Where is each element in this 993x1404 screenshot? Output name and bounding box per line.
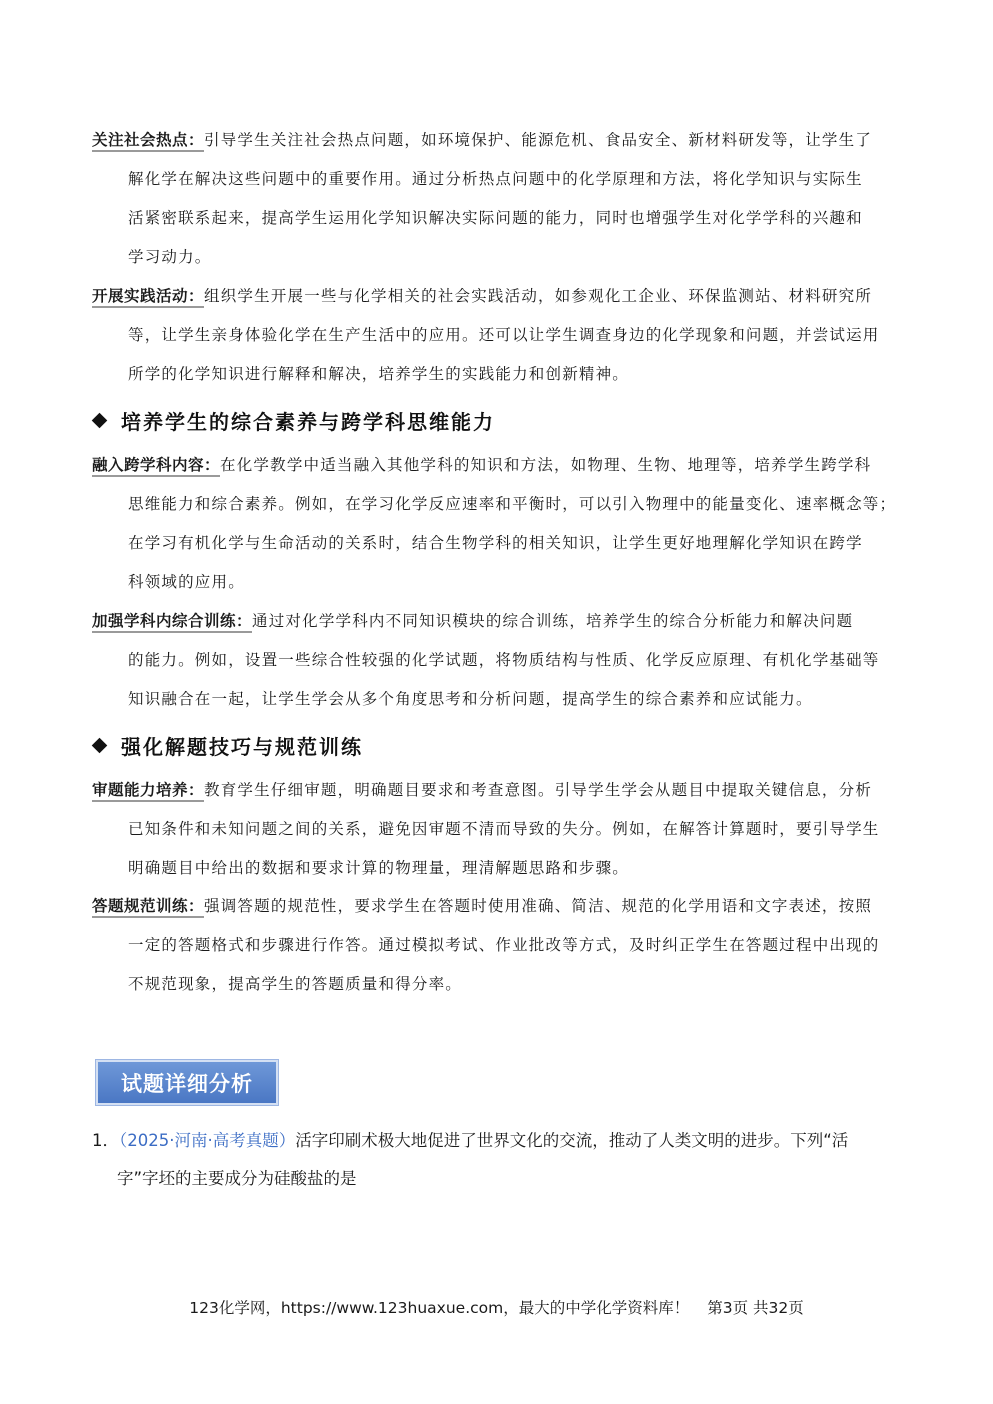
term-label: 加强学科内综合训练： [92, 612, 252, 633]
term-label: 关注社会热点： [92, 131, 204, 152]
section-banner [96, 1060, 278, 1105]
section-banner-text: 试题详细分析 [121, 1071, 253, 1096]
paragraph-practice-activities [92, 277, 908, 394]
paragraph-interdisciplinary [92, 446, 908, 602]
paragraph-line: 的能力。例如，设置一些综合性较强的化学试题，将物质结构与性质、化学反应原理、有机化学基础等 [128, 651, 880, 669]
page-number: 第3页 共32页 [707, 1299, 804, 1317]
paragraph-integrated-training [92, 602, 908, 719]
question-source-link[interactable]: （2025·河南·高考真题） [119, 1131, 296, 1150]
footer-site-text: 123化学网，https://www.123huaxue.com，最大的中学化学资料库！ [189, 1299, 690, 1317]
term-label: 融入跨学科内容： [92, 456, 220, 477]
paragraph-line: 等，让学生亲身体验化学在生产生活中的应用。还可以让学生调查身边的化学现象和问题，并尝试运用 [128, 326, 880, 344]
paragraph-line: 思维能力和综合素养。例如，在学习化学反应速率和平衡时，可以引入物理中的能量变化、速率概念等； [128, 495, 897, 513]
paragraph-line: 知识融合在一起，让学生学会从多个角度思考和分析问题，提高学生的综合素养和应试能力。 [128, 690, 813, 708]
question-stem: 活字印刷术极大地促进了世界文化的交流，推动了人类文明的进步。下列“活 [295, 1131, 849, 1150]
diamond-bullet-icon [92, 413, 108, 429]
paragraph-social-hotspots [92, 121, 908, 277]
paragraph-line: 一定的答题格式和步骤进行作答。通过模拟考试、作业批改等方式，及时纠正学生在答题过程中出现的 [128, 936, 880, 954]
section-heading-text: 培养学生的综合素养与跨学科思维能力 [121, 410, 495, 434]
paragraph-first-line: 融入跨学科内容：在化学教学中适当融入其他学科的知识和方法，如物理、生物、地理等，培养学生跨学科 [92, 446, 908, 485]
paragraph-line: 活紧密联系起来，提高学生运用化学知识解决实际问题的能力，同时也增强学生对化学学科的兴趣和 [128, 209, 863, 227]
term-label: 开展实践活动： [92, 287, 204, 308]
paragraph-first-line: 审题能力培养：教育学生仔细审题，明确题目要求和考查意图。引导学生学会从题目中提取关键信息，分析 [92, 771, 908, 810]
paragraph-reading-questions [92, 771, 908, 888]
question-item [92, 1122, 908, 1198]
paragraph-line: 解化学在解决这些问题中的重要作用。通过分析热点问题中的化学原理和方法，将化学知识与实际生 [128, 170, 863, 188]
section-heading [92, 731, 363, 760]
diamond-bullet-icon [92, 738, 108, 754]
paragraph-line: 所学的化学知识进行解释和解决，培养学生的实践能力和创新精神。 [128, 365, 630, 383]
paragraph-line: 已知条件和未知问题之间的关系，避免因审题不清而导致的失分。例如，在解答计算题时，要引导学生 [128, 820, 880, 838]
paragraph-first-line: 关注社会热点：引导学生关注社会热点问题，如环境保护、能源危机、食品安全、新材料研发等，让学生了 [92, 121, 908, 160]
section-heading-text: 强化解题技巧与规范训练 [121, 735, 363, 759]
paragraph-line: 不规范现象，提高学生的答题质量和得分率。 [128, 975, 463, 993]
page-footer [0, 1296, 993, 1318]
term-label: 答题规范训练： [92, 897, 204, 918]
paragraph-first-line: 答题规范训练：强调答题的规范性，要求学生在答题时使用准确、简洁、规范的化学用语和文字表述，按照 [92, 887, 908, 926]
question-stem-continued: 字”字坯的主要成分为硅酸盐的是 [117, 1169, 357, 1188]
section-heading [92, 406, 495, 435]
paragraph-line: 在学习有机化学与生命活动的关系时，结合生物学科的相关知识，让学生更好地理解化学知识在跨学 [128, 534, 863, 552]
paragraph-first-line: 加强学科内综合训练：通过对化学学科内不同知识模块的综合训练，培养学生的综合分析能力和解决问题 [92, 602, 908, 641]
paragraph-first-line: 开展实践活动：组织学生开展一些与化学相关的社会实践活动，如参观化工企业、环保监测站、材料研究所 [92, 277, 908, 316]
paragraph-answer-standards [92, 887, 908, 1004]
paragraph-line: 明确题目中给出的数据和要求计算的物理量，理清解题思路和步骤。 [128, 859, 630, 877]
term-label: 审题能力培养： [92, 781, 204, 802]
paragraph-line: 学习动力。 [128, 248, 212, 266]
paragraph-line: 科领域的应用。 [128, 573, 245, 591]
question-number: 1． [92, 1131, 119, 1150]
